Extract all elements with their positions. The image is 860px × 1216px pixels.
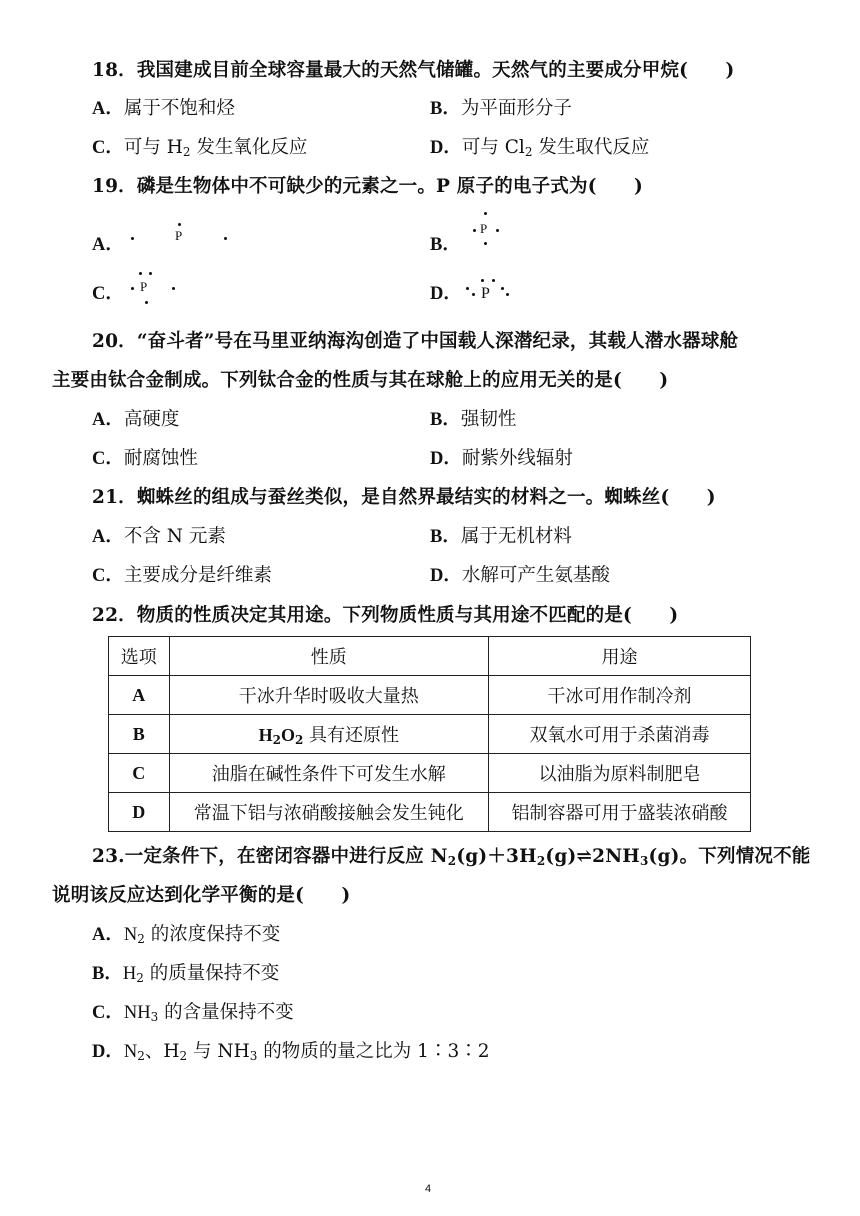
table-cell-option: B	[109, 715, 170, 754]
table-cell-property: 干冰升华时吸收大量热	[169, 676, 488, 715]
q20-option-b[interactable]: B．强韧性	[430, 409, 517, 430]
q19-option-b[interactable]: B．	[430, 235, 461, 255]
q20-option-c[interactable]: C．耐腐蚀性	[92, 448, 198, 469]
table-row[interactable]	[109, 754, 751, 793]
q20-option-a[interactable]: A．高硬度	[92, 409, 180, 430]
q20-option-d[interactable]: D．耐紫外线辐射	[430, 448, 573, 469]
table-header-option: 选项	[109, 637, 170, 676]
table-header-row	[109, 637, 751, 676]
q23-option-a[interactable]: A．$N_2$ 的浓度保持不变	[92, 924, 281, 946]
q18-option-a[interactable]: A．属于不饱和烃	[92, 98, 235, 119]
table-row[interactable]	[109, 793, 751, 832]
page-number: 4	[425, 1183, 432, 1195]
q23-option-b[interactable]: B．$H_2$ 的质量保持不变	[92, 963, 280, 985]
q23-option-d[interactable]: D．$N_2$、$H_2$ 与 $NH_3$ 的物质的量之比为 1∶3∶2	[92, 1041, 490, 1063]
q23-stem-line1: 23.一定条件下，在密闭容器中进行反应 $N_2(g)+3H_2(g)\rightleftharpoons 2NH_3(g)$。下列情况不能	[92, 846, 811, 868]
q19-option-c[interactable]: C．	[92, 284, 124, 304]
table-cell-property: 油脂在碱性条件下可发生水解	[169, 754, 488, 793]
table-cell-option: D	[109, 793, 170, 832]
table-cell-use: 以油脂为原料制肥皂	[489, 754, 751, 793]
table-cell-option: A	[109, 676, 170, 715]
q19-option-a[interactable]: A．	[92, 235, 124, 255]
table-header-property: 性质	[169, 637, 488, 676]
q23-option-c[interactable]: C．$NH_3$ 的含量保持不变	[92, 1002, 294, 1024]
q19-option-d[interactable]: D．	[430, 284, 462, 304]
q20-stem-line1: 20．“奋斗者”号在马里亚纳海沟创造了中国载人深潜纪录，其载人潜水器球舱	[92, 331, 739, 352]
table-cell-use: 双氧水可用于杀菌消毒	[489, 715, 751, 754]
q21-option-c[interactable]: C．主要成分是纤维素	[92, 565, 272, 586]
q22-stem: 22．物质的性质决定其用途。下列物质性质与其用途不匹配的是( )	[92, 605, 679, 626]
q23-stem-line2: 说明该反应达到化学平衡的是( )	[52, 885, 351, 906]
table-cell-option: C	[109, 754, 170, 793]
table-cell-use: 干冰可用作制冷剂	[489, 676, 751, 715]
q21-option-b[interactable]: B．属于无机材料	[430, 526, 572, 547]
q20-stem-line2: 主要由钛合金制成。下列钛合金的性质与其在球舱上的应用无关的是( )	[52, 370, 669, 391]
q18-option-d[interactable]: D．可与 $Cl_2$ 发生取代反应	[430, 137, 650, 159]
exam-page: 18．我国建成目前全球容量最大的天然气储罐。天然气的主要成分甲烷( ) A．属于不饱和烃 B．为平面形分子 C．可与 $H_2$ 发生氧化反应 D．可与 $Cl_2$ 发生取代反应 19．磷是生物体中不可缺少的元素之一。P 原子的电子式为( ) A． P B． P C． P D． P 20．“奋斗者”号在马里亚纳海沟创造了中国载人深潜纪录，其载人潜水器球舱 主要由钛合金制成。下列钛合金的性质与其在球舱上的应用无关的是( ) A．高硬度 B．强韧性 C．耐腐蚀性 D．耐紫外线辐射 21．蜘蛛丝的组成与蚕丝类似，是自然界最结实的材料之一。蜘蛛丝( ) A．不含 N 元素 B．属于无机材料 C．主要成分是纤维素 D．水解可产生氨基酸 22．物质的性质决定其用途。下列物质性质与其用途不匹配的是( ) 选项 性质 用途 A 干冰升华时吸收大量热 干冰可用作制冷剂 B $H_2O_2$ 具有还原性 双氧水可用于杀菌消毒 C 油脂在碱性条件下可发生水解 以油脂为原料制肥皂 D 常温下铝与浓硝酸接触会发生钝化 铝制容器可用于盛装浓硝酸 23.一定条件下，在密闭容器中进行反应 $N_2(g)+3H_2(g)\rightleftharpoons 2NH_3(g)$。下列情况不能 说明该反应达到化学平衡的是( ) A．$N_2$ 的浓度保持不变 B．$H_2$ 的质量保持不变 C．$NH_3$ 的含量保持不变 D．$N_2$、$H_2$ 与 $NH_3$ 的物质的量之比为 1∶3∶2 4	[0, 0, 860, 1216]
q21-option-d[interactable]: D．水解可产生氨基酸	[430, 565, 610, 586]
q18-option-c[interactable]: C．可与 $H_2$ 发生氧化反应	[92, 137, 308, 159]
table-cell-property: $H_2O_2$ 具有还原性	[169, 715, 488, 754]
q22-table	[108, 636, 751, 832]
q21-option-a[interactable]: A．不含 N 元素	[92, 526, 226, 547]
table-cell-use: 铝制容器可用于盛装浓硝酸	[489, 793, 751, 832]
table-row[interactable]	[109, 715, 751, 754]
table-cell-property: 常温下铝与浓硝酸接触会发生钝化	[169, 793, 488, 832]
table-header-use: 用途	[489, 637, 751, 676]
q18-stem: 18．我国建成目前全球容量最大的天然气储罐。天然气的主要成分甲烷( )	[92, 60, 735, 81]
q19-stem: 19．磷是生物体中不可缺少的元素之一。P 原子的电子式为( )	[92, 176, 644, 197]
q21-stem: 21．蜘蛛丝的组成与蚕丝类似，是自然界最结实的材料之一。蜘蛛丝( )	[92, 487, 716, 508]
table-row[interactable]	[109, 676, 751, 715]
q18-option-b[interactable]: B．为平面形分子	[430, 98, 572, 119]
